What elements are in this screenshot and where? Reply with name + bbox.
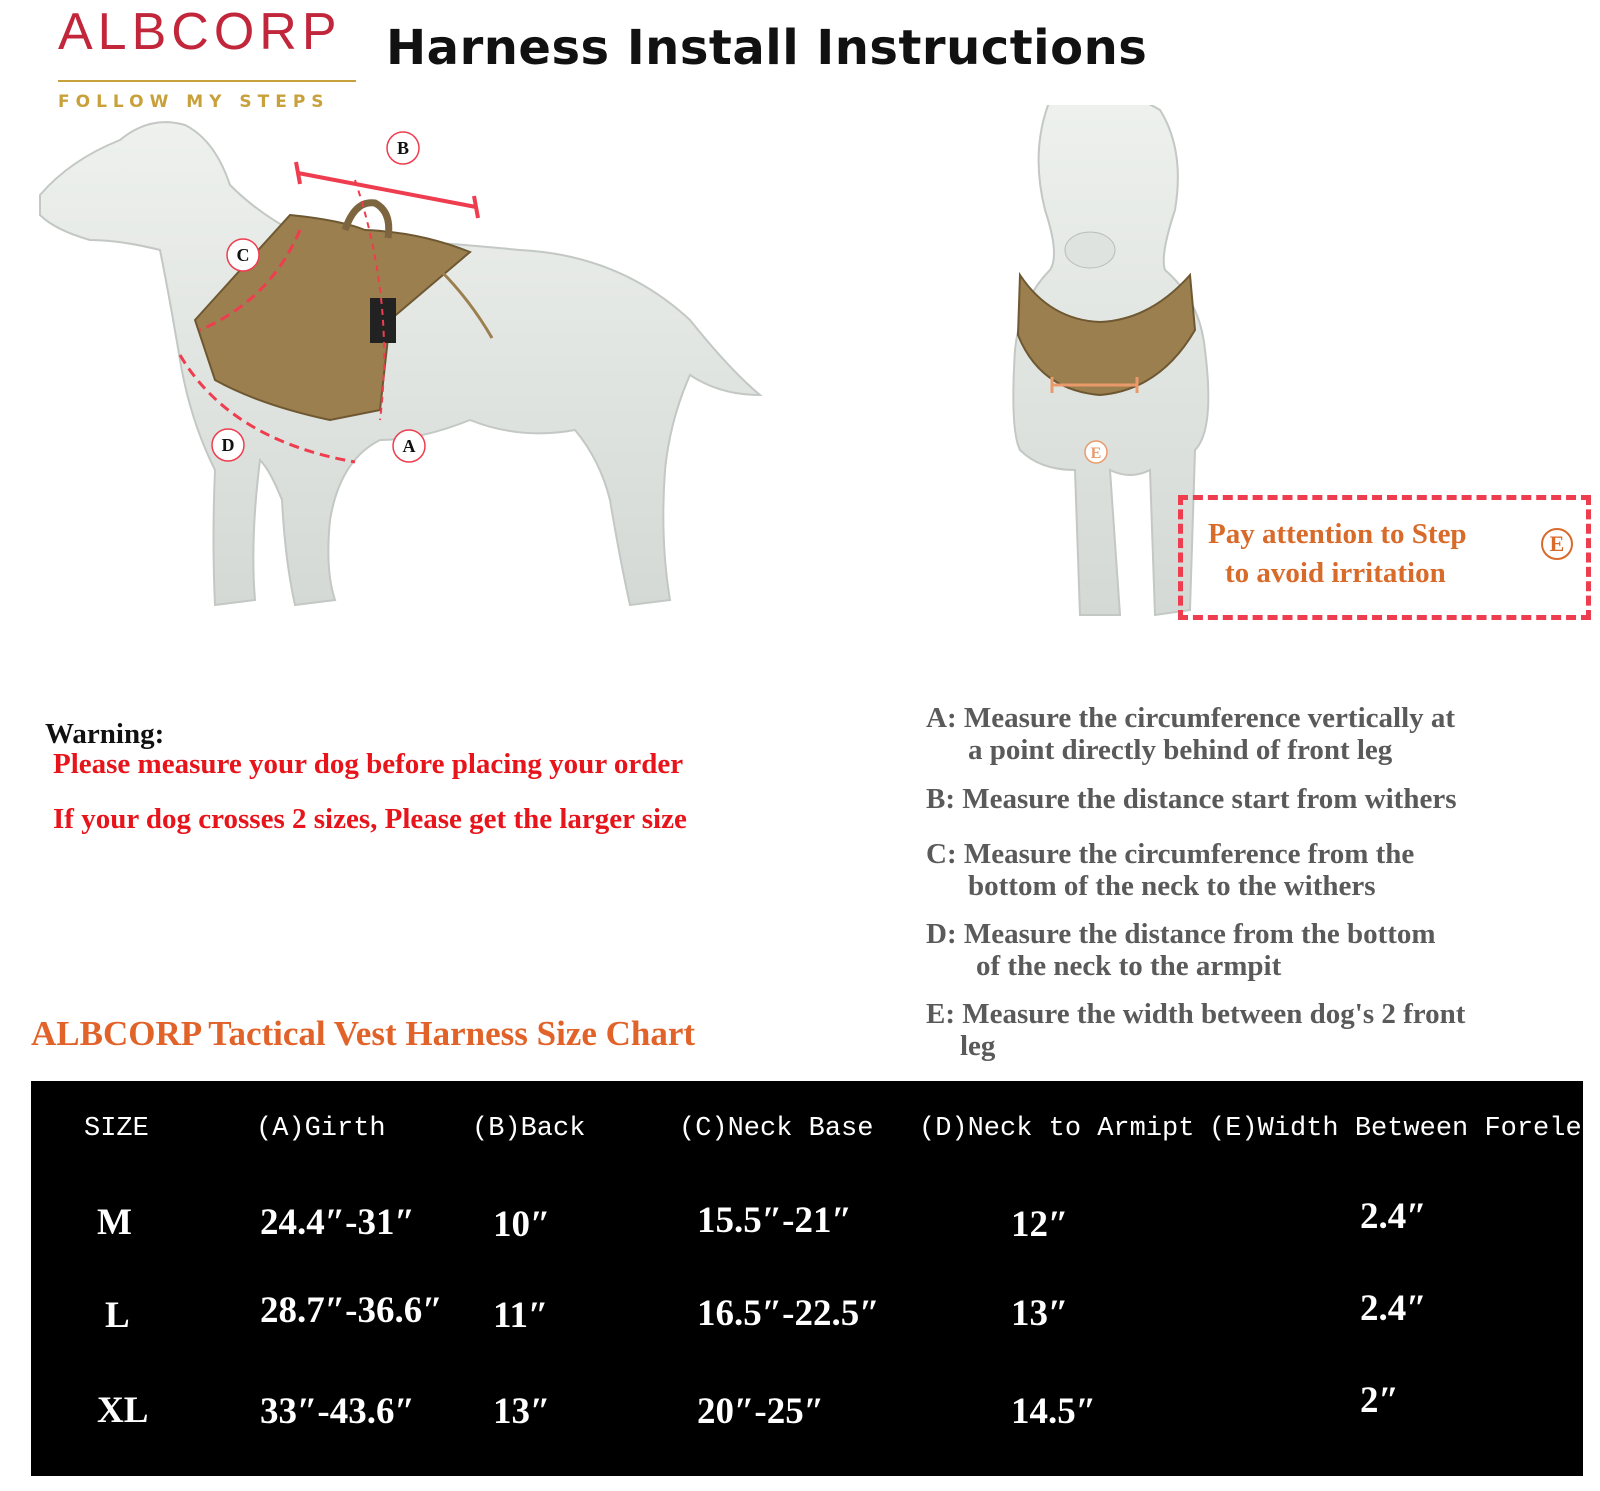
guide-e-line-2: leg <box>960 1030 996 1062</box>
guide-b-line-1: B: Measure the distance start from withers <box>926 783 1457 815</box>
guide-item-b <box>926 783 1456 815</box>
row-m-back: 10″ <box>493 1204 551 1245</box>
header-back: (B)Back <box>472 1114 586 1144</box>
label-a <box>393 430 425 462</box>
callout-line-1: Pay attention to Step <box>1208 518 1467 550</box>
label-a-text: A <box>402 436 416 456</box>
guide-d-line-2: of the neck to the armpit <box>976 950 1282 982</box>
logo-divider <box>58 80 356 82</box>
row-l-neck-base: 16.5″-22.5″ <box>697 1293 880 1334</box>
header-neck-base: (C)Neck Base <box>679 1114 874 1144</box>
header-width-between-foreleg: (E)Width Between Foreleg <box>1209 1114 1598 1144</box>
guide-c-line-2: bottom of the neck to the withers <box>968 870 1376 902</box>
brand-logo: ALBCORP <box>58 3 342 61</box>
row-xl-girth: 33″-43.6″ <box>260 1391 415 1432</box>
row-m-girth: 24.4″-31″ <box>260 1202 415 1243</box>
header-neck-to-armpit: (D)Neck to Armipt <box>919 1114 1195 1144</box>
side-dog-figure <box>40 122 760 605</box>
row-xl-neck-to-armpit: 14.5″ <box>1011 1391 1097 1432</box>
label-c <box>227 239 259 271</box>
row-xl-back: 13″ <box>493 1391 551 1432</box>
page-title: Harness Install Instructions <box>386 20 1148 76</box>
label-d-text: D <box>221 435 235 455</box>
row-m-neck-to-armpit: 12″ <box>1011 1204 1069 1245</box>
guide-item-c <box>926 838 1414 902</box>
row-xl-width: 2″ <box>1360 1380 1399 1421</box>
row-xl-size: XL <box>97 1390 149 1431</box>
label-b-text: B <box>396 138 410 158</box>
guide-item-e <box>926 998 1465 1062</box>
callout-step-badge: E <box>1541 528 1573 560</box>
row-l-neck-to-armpit: 13″ <box>1011 1293 1069 1334</box>
row-l-width: 2.4″ <box>1360 1288 1427 1329</box>
label-e-text: E <box>1090 445 1102 462</box>
header-size: SIZE <box>84 1114 149 1144</box>
row-m-size: M <box>97 1202 132 1243</box>
size-chart-title: ALBCORP Tactical Vest Harness Size Chart <box>31 1014 696 1053</box>
label-d <box>212 429 244 461</box>
guide-d-line-1: D: Measure the distance from the bottom <box>926 918 1436 950</box>
size-chart-table <box>31 1081 1598 1476</box>
row-l-girth: 28.7″-36.6″ <box>260 1290 443 1331</box>
guide-item-a <box>926 702 1455 766</box>
callout-line-2: to avoid irritation <box>1225 557 1446 589</box>
header-girth: (A)Girth <box>256 1114 386 1144</box>
row-m-width: 2.4″ <box>1360 1196 1427 1237</box>
label-c-text: C <box>236 245 250 265</box>
row-l-size: L <box>105 1295 130 1336</box>
warning-line-1: Please measure your dog before placing your order <box>53 748 684 780</box>
row-l-back: 11″ <box>493 1295 549 1336</box>
warning-line-2: If your dog crosses 2 sizes, Please get the larger size <box>53 803 687 835</box>
guide-item-d <box>926 918 1436 982</box>
guide-e-line-1: E: Measure the width between dog's 2 front <box>926 998 1466 1030</box>
guide-a-line-2: a point directly behind of front leg <box>968 734 1393 766</box>
row-m-neck-base: 15.5″-21″ <box>697 1200 852 1241</box>
brand-tagline: FOLLOW MY STEPS <box>58 92 330 112</box>
label-b <box>387 132 419 164</box>
label-e <box>1085 441 1107 463</box>
row-xl-neck-base: 20″-25″ <box>697 1391 825 1432</box>
warning-title: Warning: <box>45 718 165 750</box>
guide-c-line-1: C: Measure the circumference from the <box>926 838 1415 870</box>
guide-a-line-1: A: Measure the circumference vertically at <box>926 702 1456 734</box>
